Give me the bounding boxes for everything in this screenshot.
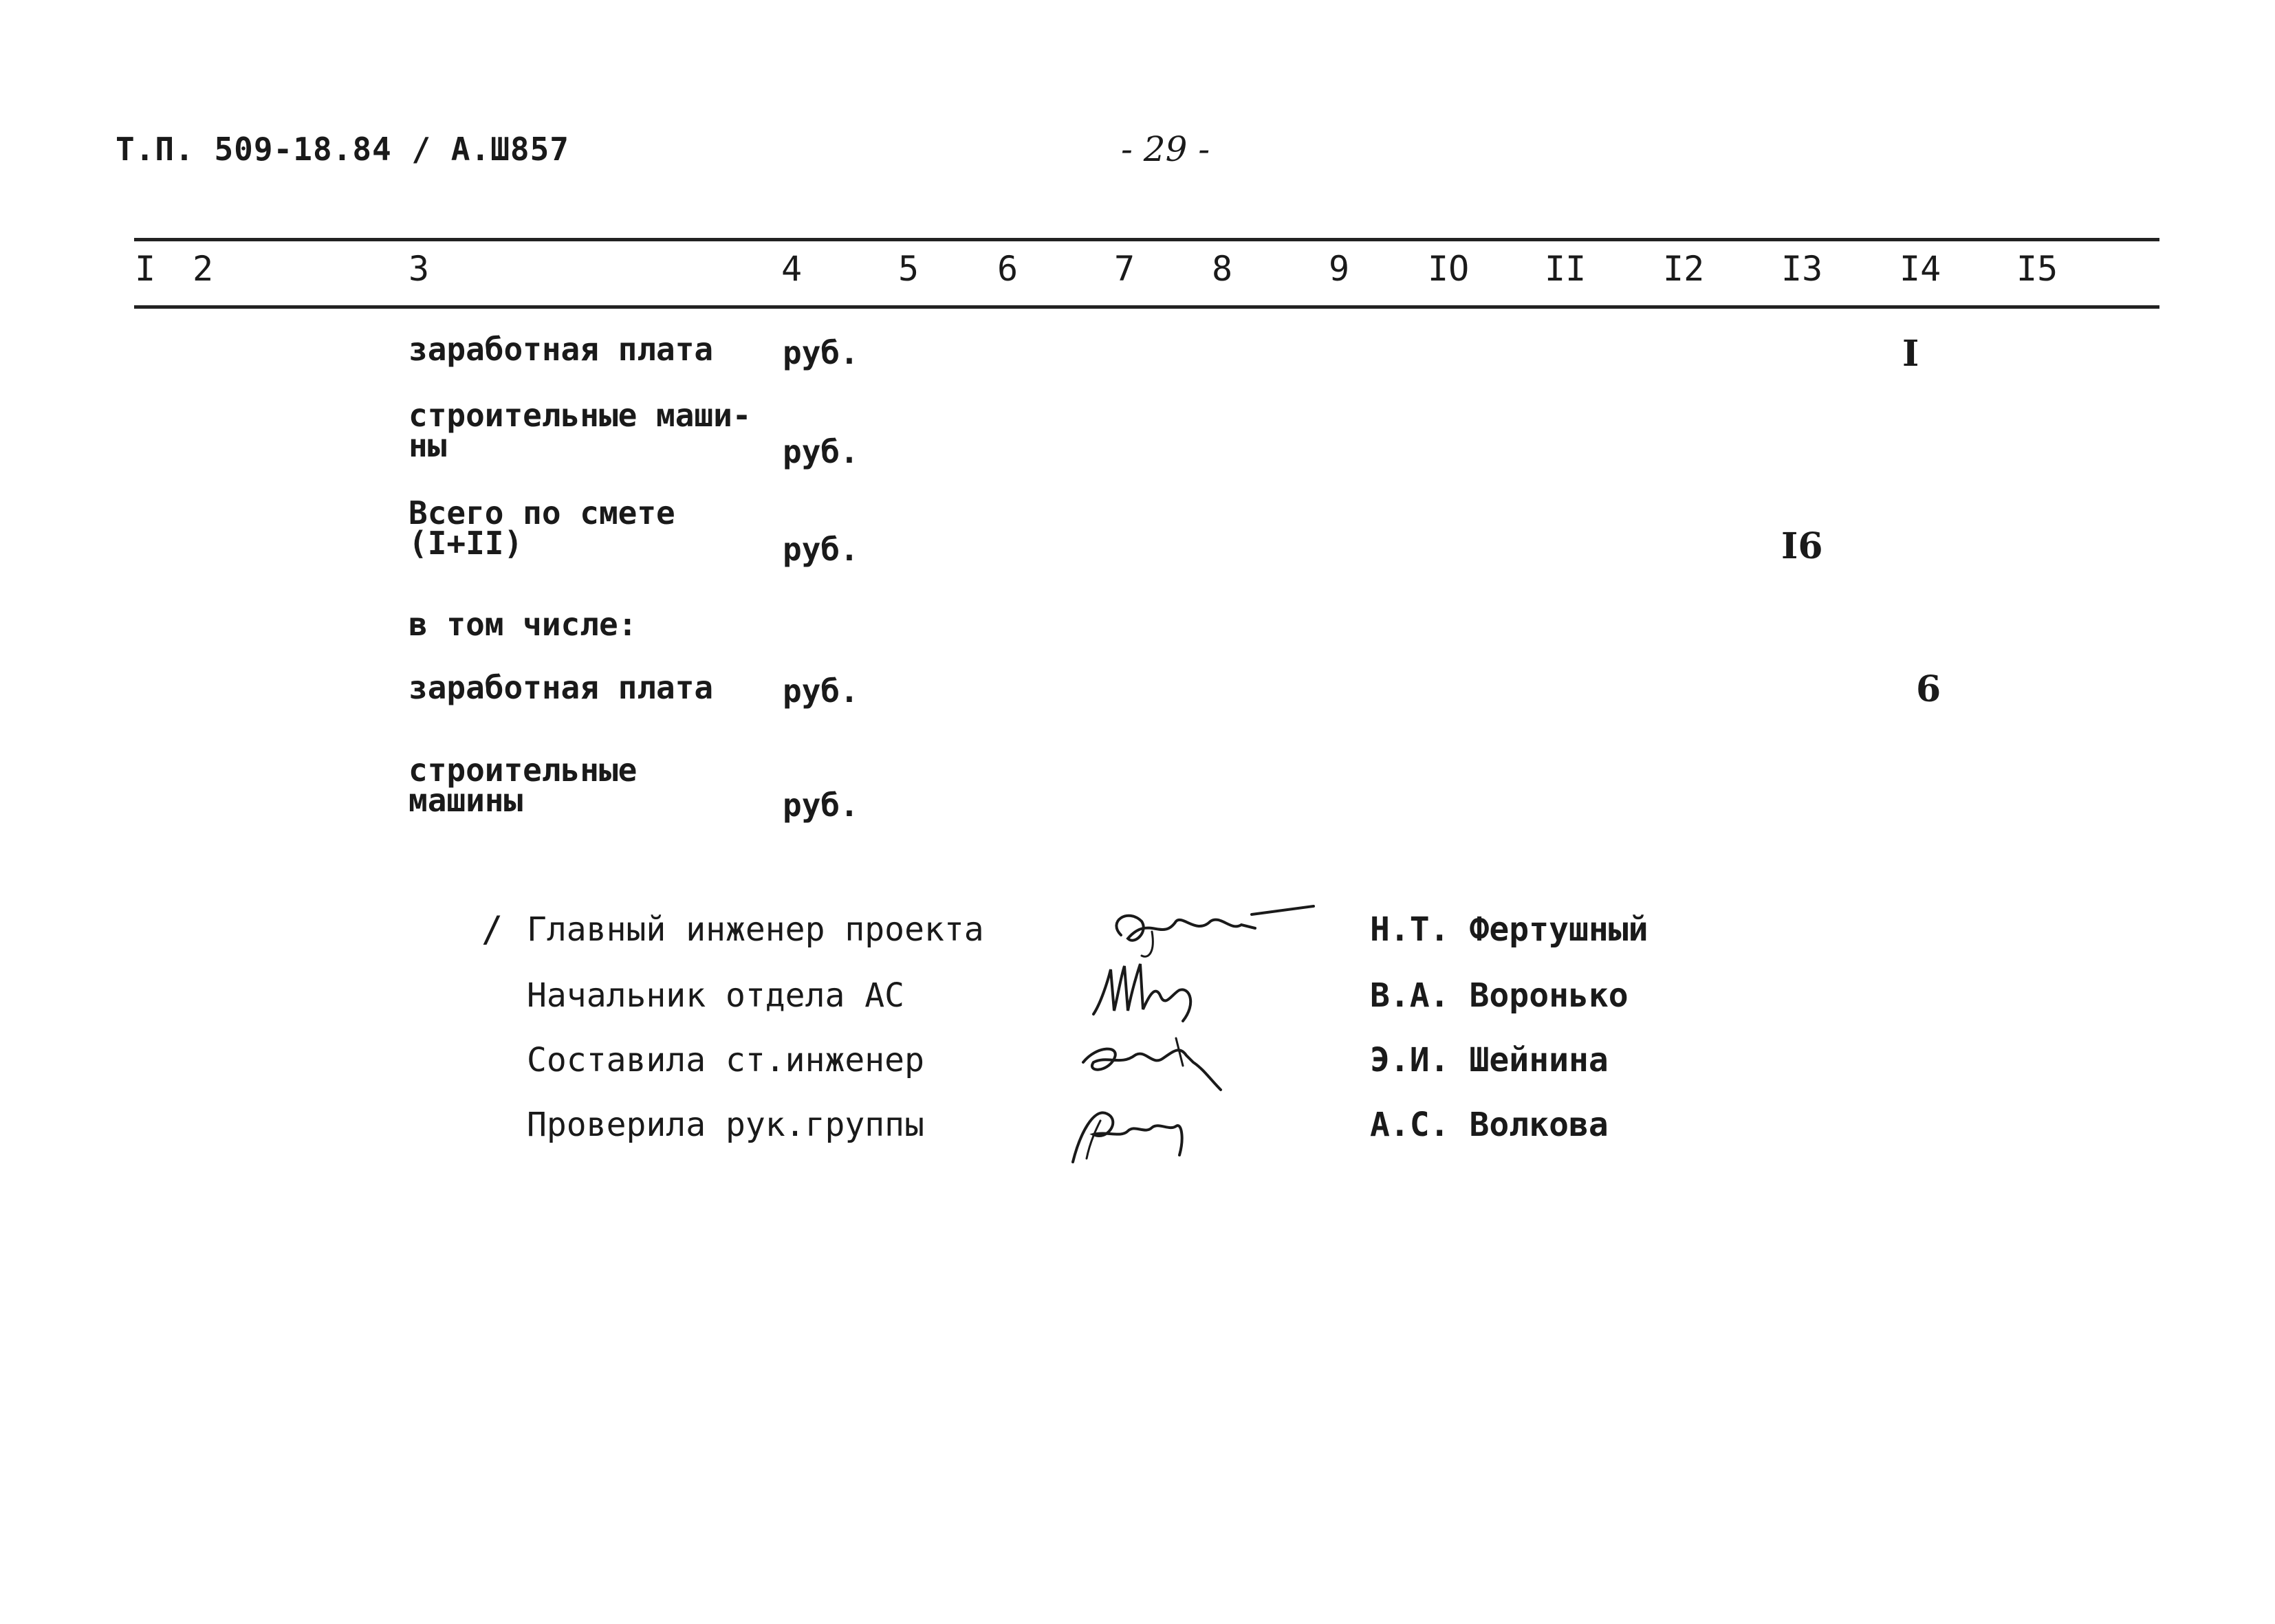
- handwritten-signature-1: [1100, 894, 1327, 963]
- row-3-label: [409, 494, 675, 562]
- row-3-label-line2: (I+II): [409, 525, 523, 562]
- handwritten-signature-4: [1059, 1093, 1210, 1176]
- row-6-unit: руб.: [783, 787, 859, 824]
- column-number-13: I3: [1781, 249, 1823, 289]
- row-2-label-line2: ны: [409, 427, 447, 464]
- handwritten-signature-3: [1066, 1024, 1238, 1100]
- signature-block-mark: /: [481, 909, 503, 950]
- row-5-unit: руб.: [783, 672, 859, 710]
- row-6-label: [409, 751, 638, 819]
- column-number-7: 7: [1114, 249, 1135, 289]
- row-2-label: [409, 397, 752, 464]
- row-5-label: заработная плата: [409, 669, 714, 706]
- column-number-4: 4: [781, 249, 803, 289]
- column-number-2: 2: [193, 249, 214, 289]
- row-4-label: в том числе:: [409, 606, 638, 643]
- signature-name-1: Н.Т. Фертушный: [1370, 910, 1648, 949]
- signature-title-1: Главный инженер проекта: [527, 910, 984, 949]
- row-5-value-col14: 6: [1916, 668, 1941, 710]
- doc-code: Т.П. 509-18.84 / А.Ш857: [116, 131, 569, 168]
- column-number-9: 9: [1329, 249, 1350, 289]
- signature-title-4: Проверила рук.группы: [527, 1106, 924, 1144]
- row-6-label-line1: строительные: [409, 751, 638, 789]
- column-number-8: 8: [1212, 249, 1233, 289]
- row-3-value-col13: I6: [1781, 525, 1823, 567]
- column-number-1: I: [135, 249, 156, 289]
- column-number-10: IO: [1428, 249, 1470, 289]
- signature-name-4: А.С. Волкова: [1370, 1106, 1609, 1144]
- signature-title-3: Составила ст.инженер: [527, 1041, 924, 1079]
- table-top-rule: [134, 238, 2159, 241]
- row-2-label-line1: строительные маши-: [409, 397, 752, 434]
- table-header-bottom-rule: [134, 305, 2159, 309]
- column-number-14: I4: [1900, 249, 1941, 289]
- column-number-11: II: [1545, 249, 1587, 289]
- row-3-unit: руб.: [783, 531, 859, 568]
- row-3-label-line1: Всего по смете: [409, 494, 675, 531]
- signature-name-3: Э.И. Шейнина: [1370, 1041, 1609, 1079]
- row-1-label: заработная плата: [409, 331, 714, 368]
- row-1-value-col14: I: [1902, 333, 1919, 375]
- row-2-unit: руб.: [783, 433, 859, 470]
- row-1-unit: руб.: [783, 334, 859, 371]
- column-number-15: I5: [2016, 249, 2058, 289]
- handwritten-signature-2: [1080, 956, 1238, 1031]
- column-number-12: I2: [1663, 249, 1705, 289]
- row-6-label-line2: машины: [409, 782, 523, 819]
- column-number-3: 3: [409, 249, 430, 289]
- column-number-6: 6: [997, 249, 1019, 289]
- signature-title-2: Начальник отдела АС: [527, 976, 905, 1015]
- signature-name-2: В.А. Воронько: [1370, 976, 1629, 1015]
- page-number: - 29 -: [1121, 129, 1210, 169]
- column-number-5: 5: [898, 249, 919, 289]
